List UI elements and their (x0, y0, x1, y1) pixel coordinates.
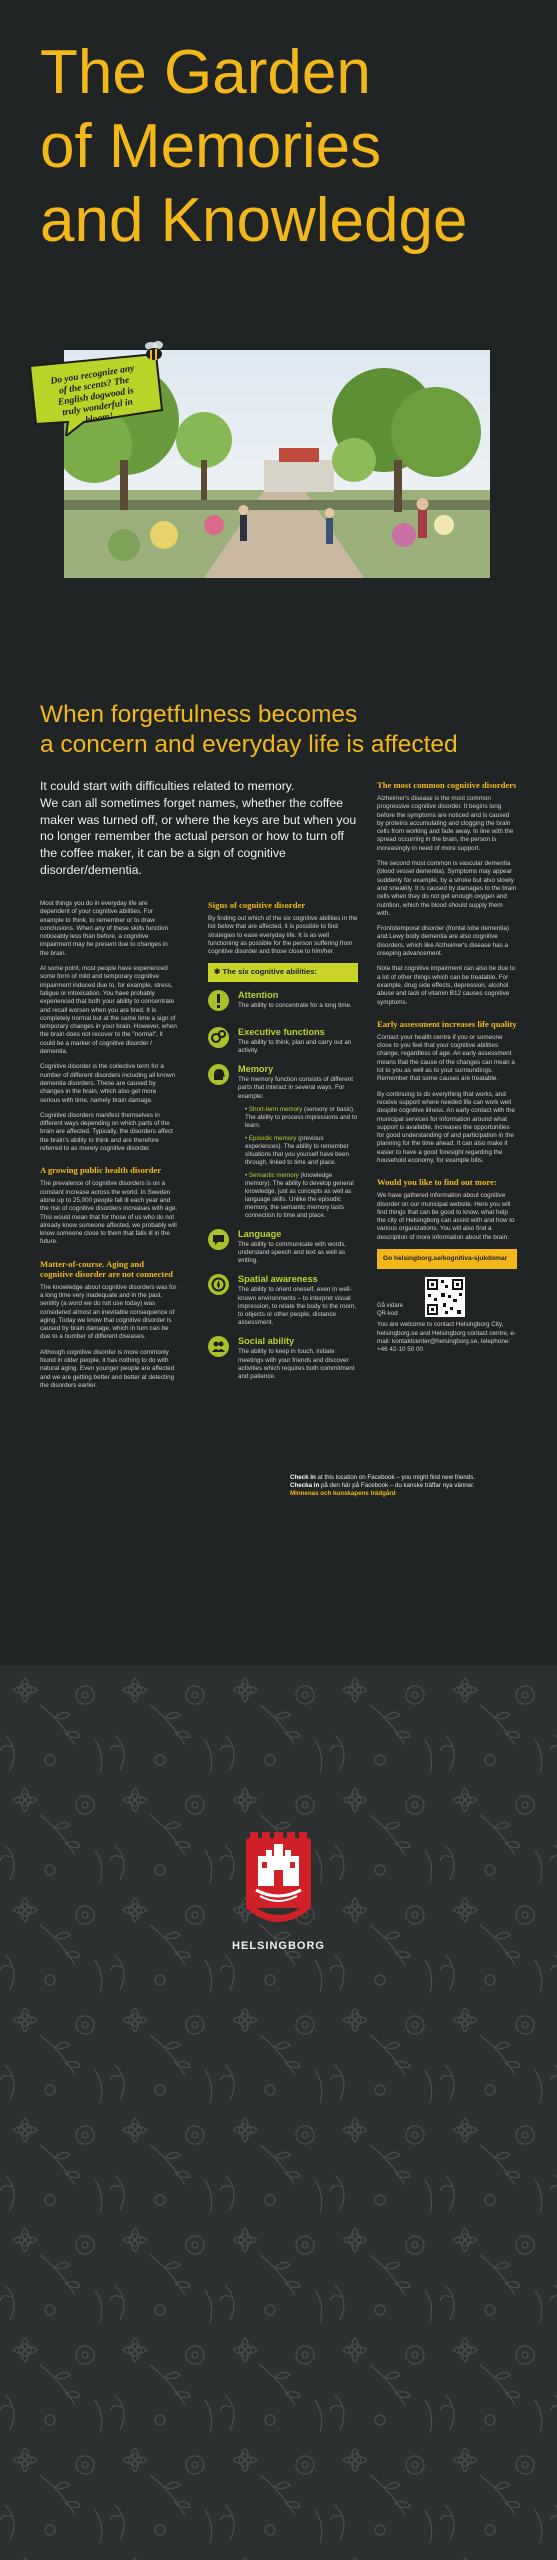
ability-social (208, 1336, 358, 1381)
abilities-bar-label: The six cognitive abilities: (222, 967, 318, 977)
ability-desc: The ability to orient oneself, even in well-known environments – to interpret visual impression, to relate the body to the room, to objects or other people, distance assessment. (238, 1286, 356, 1327)
qr-label: Gå vidare QR-kod (377, 1303, 404, 1317)
ability-desc: The ability to communicate with words, understand speech and text as well as writing. (238, 1240, 347, 1265)
ability-language (208, 1229, 358, 1266)
body-paragraph: Contact your health centre if you or someone close to you feel that your cognitive abilities change, regardless of age. An early assessment means that the cause of the changes can mean a lot to you as well as to your surroundings. Remember that some causes are treatable. (377, 1033, 515, 1083)
body-paragraph: Frontotemporal disorder (frontal lobe dementia) and Lewy body dementia are also cognitive disorders, which like Alzheimer's disease has a creeping advancement. (377, 925, 509, 958)
intro-line: It could start with difficulties related to memory. (40, 779, 295, 793)
body-paragraph: We have gathered information about cognitive disorder on our municipal website. Here you will find things that can be good to know, what help the city of Helsingborg can assist with and how to various organizations. You will also find a description of more information about the brain. (377, 1192, 515, 1241)
contact-info: You are welcome to contact Helsingborg City, helsingborg.se and Helsingborg contact centre, e-mail: kontaktcenter@helsingborg.se, telephone: +46 42-10 50 00 (377, 1321, 516, 1354)
ability-name: Attention (238, 989, 279, 1000)
memory-sub-lead: Short-term memory (248, 1105, 303, 1113)
memory-semantic: • Semantic memory (knowledge memory). The ability to develop general knowledge, just as concepts as well as language skills. Unlike the episodic memory, the semantic memory lasts connection to time and place. (245, 1171, 354, 1219)
memory-episodic: • Episodic memory (previous experiences). The ability to remember situations that you yourself have been through, linked to time and place. (245, 1134, 349, 1166)
ability-desc: The ability to concentrate for a long time. (238, 1001, 352, 1009)
memory-sub-text: (previous experiences). The ability to remember situations that you yourself have been through, linked to time and place. (245, 1134, 349, 1166)
checkin-text: at this location on Facebook – you might find new friends. (315, 1474, 476, 1481)
intro-text (40, 778, 360, 879)
helsingborg-wordmark: HELSINGBORG (232, 1940, 325, 1952)
body-paragraph: By finding out which of the six cognitive abilities in the list below that are affected, it is possible to find strategies to ease everyday life. It is as well functioning as possible for the person suffering from cognitive disorder and those close to him/her. (208, 915, 358, 956)
body-paragraph: Cognitive disorders manifest themselves in different ways depending on which parts of the brain are affected. Typically, the disorders affect the brain's ability to think and are therefore referred to as merely cognitive disorder. (40, 1111, 173, 1153)
body-paragraph: Most things you do in everyday life are dependent of your cognitive abilities. For example to think, to remember or to draw conclusions. When any of these skills function noticeably less than before, a cognitive impairment may be present due to changes in the brain. (40, 900, 169, 957)
speech-bubble-icon (208, 1229, 229, 1250)
people-icon (208, 1336, 229, 1357)
ability-name: Language (238, 1228, 282, 1239)
heading-find-out-more: Would you like to find out more: (377, 1177, 497, 1188)
floral-pattern-band (0, 1665, 557, 2560)
ability-name: Memory (238, 1064, 274, 1075)
memory-sub-lead: Episodic memory (248, 1134, 297, 1142)
bee-icon (142, 340, 166, 362)
column-right (377, 780, 517, 1362)
ability-name: Social ability (238, 1336, 295, 1347)
helsingborg-crest-icon (244, 1830, 313, 1930)
body-paragraph: The prevalence of cognitive disorders is on a constant increase across the world. In Sweden alone up to 25,000 people fall ill each year and the risk of cognitive disorders increases with age. This would mean that for those of us who do not already know someone affected, we probably will know someone close to them that falls ill in the future. (40, 1180, 178, 1246)
ability-desc: The ability to keep in touch, initiate meetings with your friends and discover activities which requires both commitment and patience. (238, 1348, 355, 1381)
exclamation-icon (208, 990, 229, 1011)
qr-code[interactable] (425, 1277, 465, 1317)
ability-executive (208, 1027, 358, 1055)
star-icon: ✱ (214, 967, 223, 977)
ability-desc: The memory function consists of different parts that interact in several ways. For example: (238, 1076, 354, 1100)
memory-short-term: • Short-term memory (sensory or basic). The ability to process impressions and to learn. (245, 1105, 358, 1129)
speech-badge (28, 352, 168, 436)
checkin-place: Minnenas och kunskapens trädgård (290, 1490, 396, 1498)
checkin-bold: Checka in (290, 1482, 320, 1490)
ability-attention (208, 990, 358, 1018)
body-paragraph: By continuing to do everything that works, and receive support where needed life can work well despite cognitive illness. An early contact with the municipal services for information around what support is available, increases the opportunities for good understanding of and participation in the planning for the time ahead. It can also make it easier to have a good foresight regarding the household economy, for example bills. (377, 1090, 515, 1164)
ability-memory (208, 1064, 358, 1220)
body-paragraph: The knowledge about cognitive disorders was for a long time very inadequate and in the past, senility (a word we do not use today) was considered almost an inevitable consequence of aging. Today we know that cognitive disorder is caused by brain damage, which in turn can be due to a number of different diseases. (40, 1283, 177, 1341)
qr-row (377, 1277, 517, 1321)
checkin-bold: Check in (290, 1474, 316, 1481)
heading-common-disorders: The most common cognitive disorders (377, 780, 517, 790)
compass-icon (208, 1274, 229, 1295)
section-subtitle (40, 700, 500, 760)
ability-spatial (208, 1274, 358, 1327)
body-paragraph: Cognitive disorder is the collective term for a number of different disorders including all known dementia disorders. These are caused by changes in the brain, which also get more serious with time, namely brain damage. (40, 1063, 175, 1104)
intro-paragraph: We can all sometimes forget names, whether the coffee maker was turned off, or where the keys are but when you no longer remember the actual person or how to turn off the coffee maker, it can be a sign of cognitive disorder/dementia. (40, 795, 357, 877)
heading-early-assessment: Early assessment increases life quality (377, 1018, 517, 1029)
body-paragraph: At some point, most people have experienced some form of mild and temporary cognitive impairment induced due to, for example, stress, fatigue or intoxication. You have probably experienced that both your ability to concentrate and recall worsen when you are tired. It is completely normal but at the same time a sign of temporary changes in your brain. However, when the brain does not recover to the "normal", it could be a marker of cognitive disorder / dementia. (40, 965, 177, 1056)
subtitle-line: a concern and everyday life is affected (40, 731, 458, 758)
ability-name: Executive functions (238, 1026, 325, 1037)
memory-sub-lead: Semantic memory (248, 1171, 299, 1179)
heading-signs: Signs of cognitive disorder (208, 900, 306, 910)
gears-icon (208, 1027, 229, 1048)
abilities-bar (208, 963, 358, 981)
title-line: The Garden (40, 38, 371, 107)
page-title (40, 36, 520, 258)
checkin-text: på den här på Facebook – du kanske träffar nya vänner. (319, 1482, 475, 1490)
body-paragraph: Although cognitive disorder is more commonly found in older people, it has nothing to do with natural aging. Even younger people are affected and we are getting better and better at detecting the disorders earlier. (40, 1348, 175, 1389)
memory-sub-text: (knowledge memory). The ability to develop general knowledge, just as concepts as well as language skills. Unlike the episodic memory, the semantic memory lasts connection to time and place. (245, 1171, 354, 1219)
badge-text: Do you recognize any of the scents? The English dogwood is truly wonderful in bloom! (49, 363, 136, 426)
title-line: of Memories (40, 112, 382, 181)
column-middle (208, 900, 358, 1390)
title-line: and Knowledge (40, 186, 468, 255)
heading-growing: A growing public health disorder (40, 1165, 162, 1176)
body-paragraph: Note that cognitive impairment can also be due to a lot of other things which can be treatable. For example, drug side effects, depression, alcohol abuse and lack of vitamin B12 causes cognitive symptoms. (377, 965, 516, 1006)
body-paragraph: The second most common is vascular dementia (blood vessel dementia). Symptoms may appear suddenly for example, by a stroke but also slowly and sneakily. It is caused by damages to the brain cells when they do not get enough oxygen and nutrition, which the blood should supply them with. (377, 860, 517, 917)
website-link[interactable]: Go helsingborg.se/kognitiva-sjukdomar (377, 1249, 517, 1269)
body-paragraph: Alzheimer's disease is the most common progressive cognitive disorder. It begins long before the symptoms are noticed and is caused by proteins accumulating and clogging the brain cells from working and fade away. In line with the spread occurring in the brain, the person is increasingly in need of more support. (377, 795, 514, 852)
head-icon (208, 1064, 229, 1085)
facebook-checkin (290, 1474, 522, 1499)
memory-sub-text: (sensory or basic). The ability to process impressions and to learn. (245, 1105, 358, 1129)
subtitle-line: When forgetfulness becomes (40, 701, 358, 728)
ability-name: Spatial awareness (238, 1274, 318, 1285)
heading-aging: Matter-of-course. Aging and cognitive disorder are not connected (40, 1258, 173, 1279)
column-left (40, 900, 178, 1397)
ability-desc: The ability to think, plan and carry out an activity. (238, 1038, 352, 1054)
